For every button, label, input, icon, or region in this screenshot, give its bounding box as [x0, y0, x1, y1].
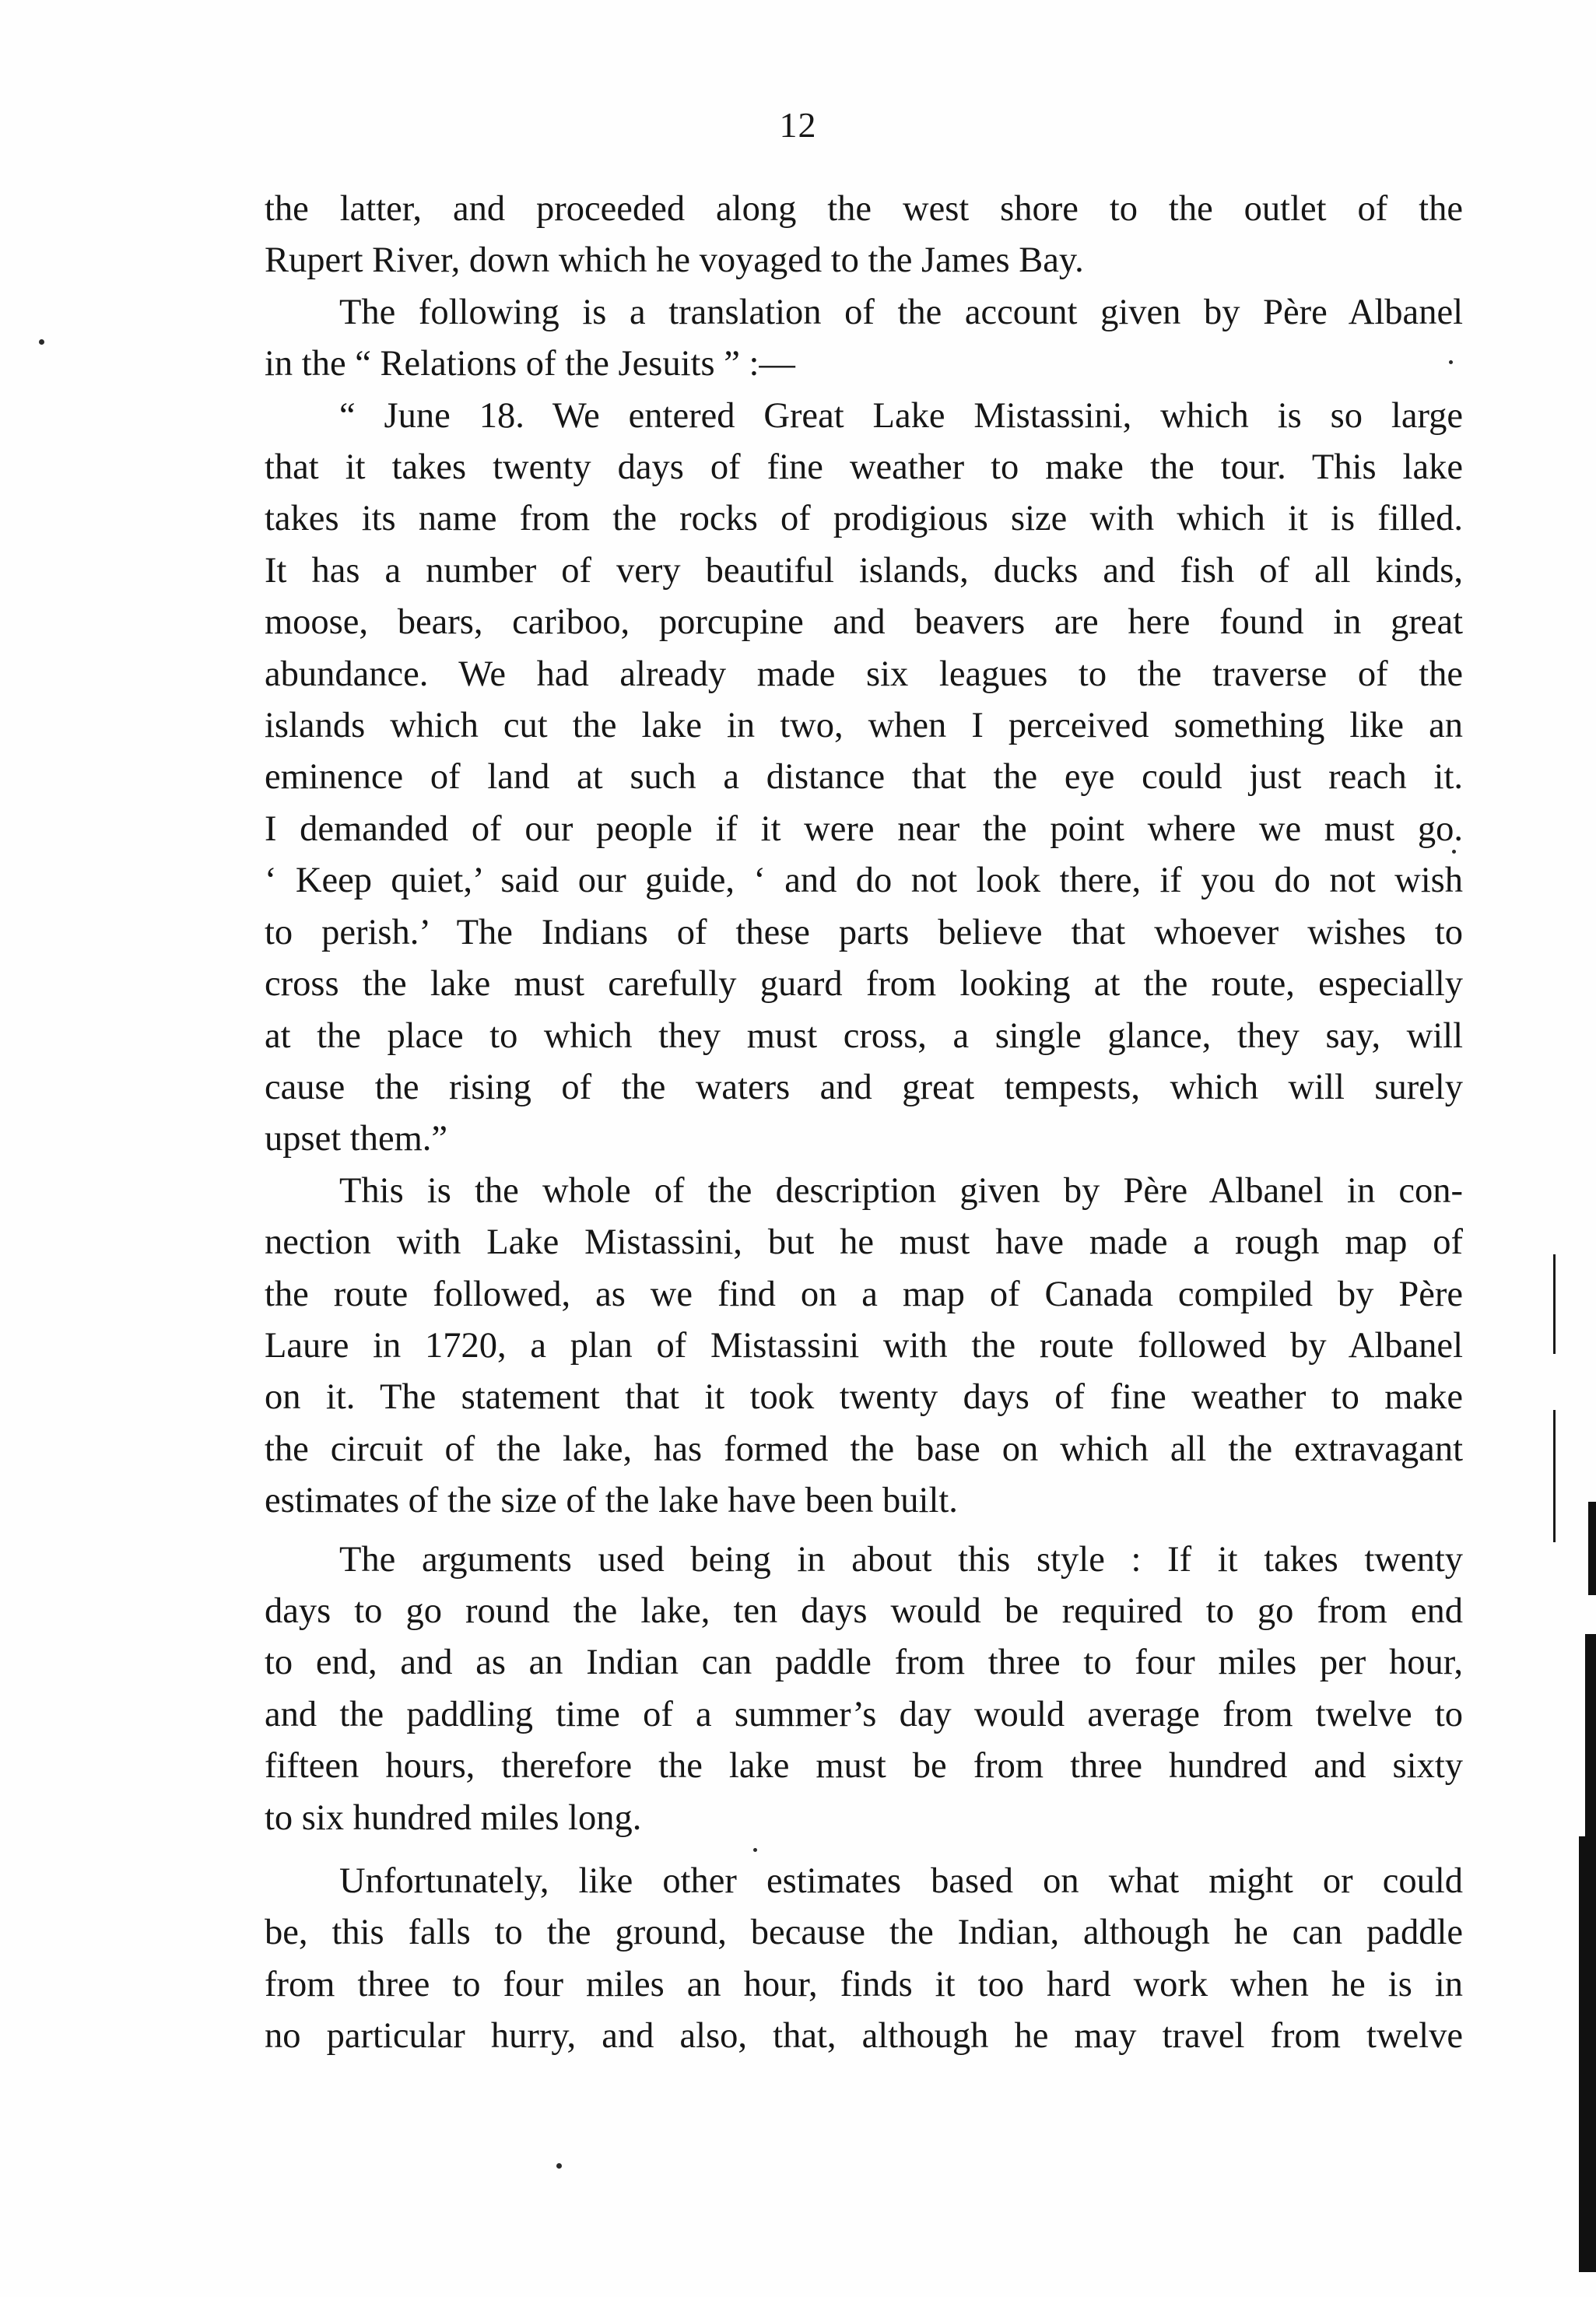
text-line: the route followed, as we find on a map of Canada compiled by Père: [265, 1274, 1463, 1314]
text-line: I demanded of our people if it were near the point where we must go.: [265, 808, 1463, 849]
text-line: to end, and as an Indian can paddle from three to four miles per hour,: [265, 1643, 1463, 1683]
text-line: estimates of the size of the lake have been built.: [265, 1481, 958, 1521]
text-line: The arguments used being in about this style : If it takes twenty: [339, 1539, 1463, 1580]
scan-speck: [556, 2163, 562, 2169]
text-line: ‘ Keep quiet,’ said our guide, ‘ and do not look there, if you do not wish: [265, 861, 1463, 901]
text-line: and the paddling time of a summer’s day would average from twelve to: [265, 1694, 1463, 1734]
text-line: the latter, and proceeded along the west shore to the outlet of the: [265, 189, 1463, 229]
text-line: cause the rising of the waters and great tempests, which will surely: [265, 1067, 1463, 1107]
text-line: eminence of land at such a distance that the eye could just reach it.: [265, 757, 1463, 798]
text-line: The following is a translation of the account given by Père Albanel: [339, 292, 1463, 332]
text-line: to perish.’ The Indians of these parts believe that whoever wishes to: [265, 912, 1463, 952]
scan-binding-edge: [1579, 1836, 1596, 2272]
text-line: to six hundred miles long.: [265, 1797, 642, 1838]
body-text: [265, 184, 1463, 2063]
text-line: Unfortunately, like other estimates based on what might or could: [339, 1861, 1463, 1901]
text-line: abundance. We had already made six leagues to the traverse of the: [265, 654, 1463, 694]
text-line: no particular hurry, and also, that, although he may travel from twelve: [265, 2016, 1463, 2057]
text-line: from three to four miles an hour, finds it too hard work when he is in: [265, 1964, 1463, 2004]
scan-binding-edge: [1588, 1502, 1596, 1595]
text-line: islands which cut the lake in two, when I perceived something like an: [265, 706, 1463, 746]
text-line: at the place to which they must cross, a single glance, they say, will: [265, 1015, 1463, 1056]
paragraph-5: [265, 1534, 1463, 1844]
text-line: moose, bears, cariboo, porcupine and beavers are here found in great: [265, 602, 1463, 643]
text-line: nection with Lake Mistassini, but he must have made a rough map of: [265, 1222, 1463, 1263]
text-line: days to go round the lake, ten days would be required to go from end: [265, 1590, 1463, 1631]
text-line: cross the lake must carefully guard from looking at the route, especially: [265, 964, 1463, 1005]
paragraph-6: [265, 1856, 1463, 2063]
scan-speck: [39, 339, 44, 345]
text-line: that it takes twenty days of fine weather to make the tour. This lake: [265, 447, 1463, 488]
text-line: Rupert River, down which he voyaged to the James Bay.: [265, 240, 1084, 281]
paragraph-1: [265, 184, 1463, 287]
text-line: on it. The statement that it took twenty days of fine weather to make: [265, 1377, 1463, 1418]
scan-speck: [1452, 850, 1456, 854]
paragraph-3-quotation: [265, 391, 1463, 1166]
text-line: takes its name from the rocks of prodigious size with which it is filled.: [265, 499, 1463, 539]
scan-speck: [753, 1848, 757, 1852]
text-line: in the “ Relations of the Jesuits ” :—: [265, 344, 795, 384]
scan-speck: [1449, 360, 1453, 364]
text-line: “ June 18. We entered Great Lake Mistassini, which is so large: [339, 395, 1463, 436]
text-line: This is the whole of the description given by Père Albanel in con-: [339, 1170, 1463, 1211]
text-line: the circuit of the lake, has formed the base on which all the extravagant: [265, 1429, 1463, 1469]
text-line: Laure in 1720, a plan of Mistassini with the route followed by Albanel: [265, 1325, 1463, 1366]
paragraph-4: [265, 1166, 1463, 1527]
text-line: upset them.”: [265, 1119, 448, 1159]
scan-margin-line: [1553, 1410, 1556, 1542]
page-number: 12: [779, 105, 817, 145]
scan-margin-line: [1553, 1254, 1556, 1354]
text-line: fifteen hours, therefore the lake must be from three hundred and sixty: [265, 1746, 1463, 1787]
scan-binding-edge: [1585, 1634, 1596, 1836]
paragraph-2: [265, 287, 1463, 391]
text-line: be, this falls to the ground, because the Indian, although he can paddle: [265, 1913, 1463, 1953]
text-line: It has a number of very beautiful islands, ducks and fish of all kinds,: [265, 550, 1463, 591]
